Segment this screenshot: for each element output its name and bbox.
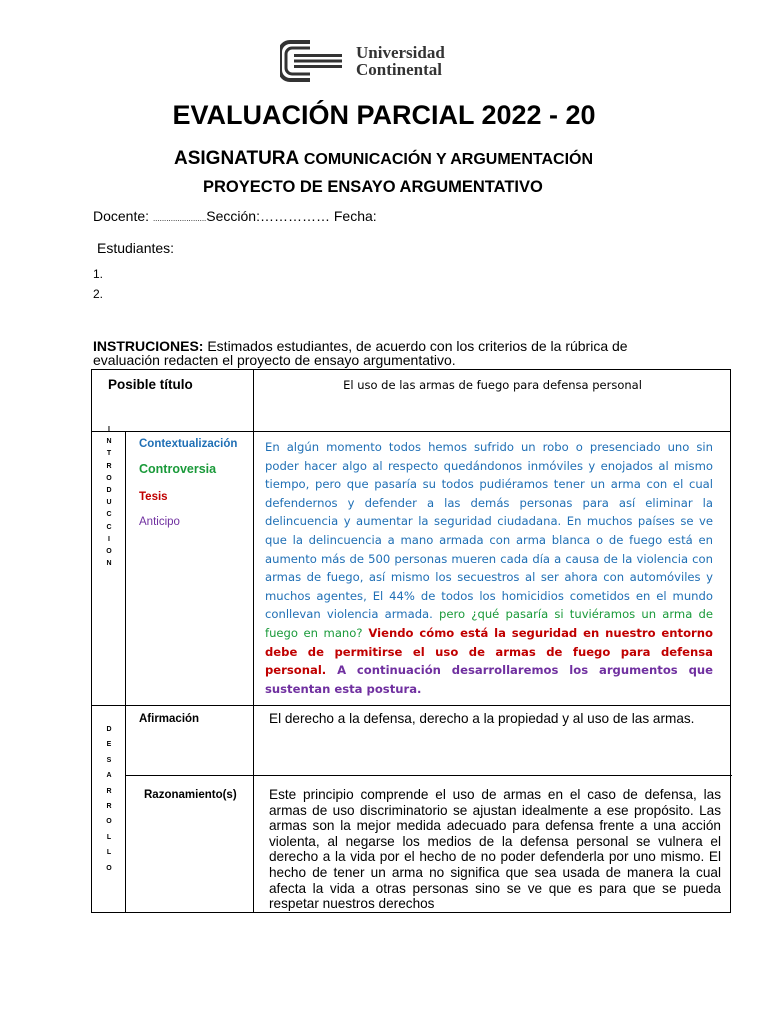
seccion-label: Sección: [206,208,260,224]
intro-preview-text: A continuación desarrollaremos los argumentos que sustentan esta postura. [265,663,713,696]
desarrollo-vertical-label [103,722,115,876]
anticipo-label: Anticipo [139,516,180,528]
desarrollo-letter: L [106,833,112,841]
row-divider [92,431,730,432]
desarrollo-letter: O [106,818,112,826]
intro-letter: O [106,548,112,556]
row-divider [125,775,732,776]
docente-label: Docente: [93,208,150,224]
row-divider [92,705,730,706]
desarrollo-letter: R [106,803,112,811]
subject-prefix: ASIGNATURA [174,148,299,169]
logo-line-2: Continental [356,60,442,79]
intro-letter: C [106,511,112,519]
col-divider [253,370,254,913]
student-2-number: 2. [93,287,104,301]
intro-letter: D [106,487,112,495]
instructions [93,339,653,367]
university-logo-text [356,44,445,78]
intro-letter: R [106,462,112,470]
intro-letter: O [106,474,112,482]
students-label: Estudiantes: [97,240,175,256]
intro-thesis-text: Viendo cómo está la seguridad en nuestro entorno debe de permitirse el uso de armas de fuego para defensa personal. [265,625,713,678]
intro-letter: N [106,560,112,568]
subject-name: COMUNICACIÓN Y ARGUMENTACIÓN [303,151,594,168]
title-value: El uso de las armas de fuego para defensa personal [343,378,642,392]
controversia-label: Controversia [139,462,217,476]
instructions-text: Estimados estudiantes, de acuerdo con los criterios de la rúbrica de evaluación redacten el proyecto de ensayo argumentativo. [93,338,628,368]
docente-line [93,208,377,224]
intro-letter: T [106,450,112,458]
razonamiento-text: Este principio comprende el uso de armas en el caso de defensa, las armas de uso discriminatorio se ajustan idealmente a ese propósito. Las armas son la mejor medida adecuado para defensa frente a una acción violenta, al negarse los medios de la defensa personal se vulnera el derecho a la vida por el hecho de no poder defenderla por uno mismo. El hecho de tener un arma no significa que sea usada de manera la cual afecta la vida a otras personas sino se ve que es para que se pueda respetar nuestros derechos [269,787,721,912]
logo-line-1: Universidad [356,43,445,62]
desarrollo-letter: A [106,772,112,780]
university-logo-mark [280,40,344,82]
tesis-label: Tesis [139,491,168,503]
desarrollo-letter: S [106,756,112,764]
intro-letter: N [106,438,112,446]
student-1-number: 1. [93,267,104,281]
intro-controversy-text: pero ¿qué pasaría si tuviéramos un arma de fuego en mano? [265,607,713,640]
title-label: Posible título [108,377,193,392]
contextualizacion-label: Contextualización [139,438,238,450]
docente-blank: ........................ [152,214,207,223]
desarrollo-letter: R [106,787,112,795]
desarrollo-letter: L [106,849,112,857]
fecha-label: Fecha: [333,208,377,224]
intro-vertical-label [103,424,115,570]
intro-letter: C [106,523,112,531]
page-title: EVALUACIÓN PARCIAL 2022 - 20 [172,100,596,130]
col-divider [125,431,126,913]
desarrollo-letter: E [106,741,112,749]
afirmacion-label: Afirmación [139,713,200,725]
intro-letter: I [108,426,110,433]
intro-paragraph [265,438,713,698]
desarrollo-letter: O [106,864,112,872]
intro-letter: U [106,499,112,507]
desarrollo-letter: D [106,726,112,733]
intro-letter: I [108,535,110,543]
essay-table [91,369,731,913]
seccion-blank: …………… [259,208,330,224]
subject-line [174,148,593,170]
intro-context-text: En algún momento todos hemos sufrido un robo o presenciado uno sin poder hacer algo al respecto quedándonos inmóviles y enojados al mismo tiempo, pero que pasaría su todos pudiéramos tener un arma con el cual defendernos y defender a las demás personas para así eliminar la delincuencia y aumentar la seguridad ciudadana. En muchos países se ve que la delincuencia a mano armada con arma blanca o de fuego está en aumento más de 500 personas mueren cada día a causa de la violencia con armas de fuego, así mismo los secuestros al ser ahora con automóviles y muchos agentes, El 44% de todos los homicidios cometidos en el mundo conllevan violencia armada. [265,440,713,622]
afirmacion-text: El derecho a la defensa, derecho a la propiedad y al uso de las armas. [269,711,695,726]
instructions-label: INSTRUCIONES: [93,338,204,354]
razonamiento-label: Razonamiento(s) [144,789,237,801]
project-title: PROYECTO DE ENSAYO ARGUMENTATIVO [203,178,543,196]
